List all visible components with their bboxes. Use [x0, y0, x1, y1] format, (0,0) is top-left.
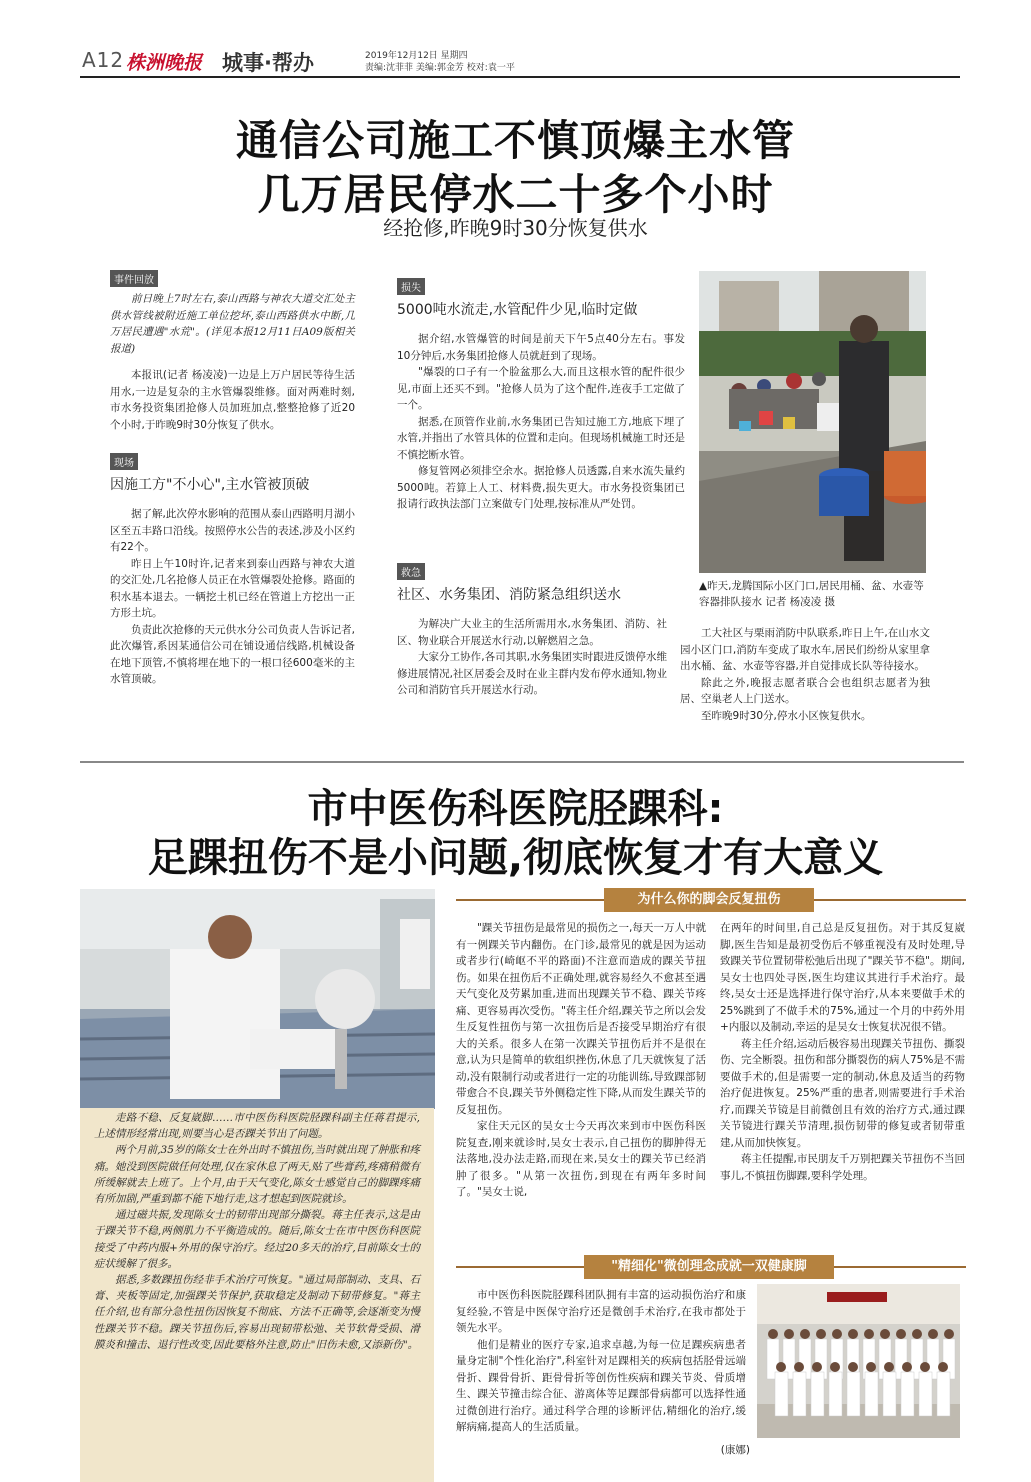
sidebar-paragraph: 走路不稳、反复崴脚……市中医伤科医院胫踝科副主任蒋君提示,上述情形经常出现,则要当心是否踝关节出了问题。 — [94, 1112, 420, 1141]
column-paragraph: 家住天元区的吴女士今天再次来到市中医伤科医院复查,刚来就诊时,吴女士表示,自己扭伤的脚肿得无法落地,没办法走路,而现在来,吴女士的踝关节已经消肿了很多。"从第一次扭伤,到现在有两年多时间了。"吴女士说, — [456, 1120, 706, 1198]
doctor-examination-photo — [80, 889, 435, 1109]
relief-text-left — [397, 616, 667, 699]
loss-paragraph: "爆裂的口子有一个脸盆那么大,而且这根水管的配件很少见,市面上还买不到。"抢修人员为了这个配件,连夜手工定做了一个。 — [397, 366, 685, 411]
sidebar-paragraph: 两个月前,35岁的陈女士在外出时不慎扭伤,当时就出现了肿胀和疼痛。她没到医院做任何处理,仅在家休息了两天,贴了些膏药,疼痛稍微有所缓解就去上班了。上个月,由于天气变化,陈女士感觉自己的脚踝疼痛有所加剧,严重到都不能下地行走,这才想起到医院就诊。 — [94, 1144, 420, 1206]
scene-paragraph: 昨日上午10时许,记者来到泰山西路与神农大道的交汇处,几名抢修人员正在水管爆裂处抢修。路面的积水基本退去。一辆挖土机已经在管道上方挖出一正方形土坑。 — [110, 557, 355, 619]
sidebar-paragraph: 据悉,多数踝扭伤经非手术治疗可恢复。"通过局部制动、支具、石膏、夹板等固定,加强踝关节保护,获取稳定及制动下韧带修复。"蒋主任介绍,也有部分急性扭伤因恢复不彻底、方法不正确等,会逐渐变为慢性踝关节不稳。踝关节扭伤后,容易出现韧带松弛、关节软骨受损、滑膜炎和撞击、退行性改变,因此要格外注意,防止"旧伤未愈,又添新伤"。 — [94, 1274, 420, 1351]
scene-paragraph: 据了解,此次停水影响的范围从泰山西路明月湖小区至五丰路口沿线。按照停水公告的表述,涉及小区约有22个。 — [110, 508, 355, 553]
article1-left-column — [110, 268, 355, 688]
section-title: 城事·帮办 — [222, 51, 314, 75]
editor-credits: 责编:沈菲菲 美编:郭金芳 校对:袁一平 — [365, 63, 515, 73]
column-paragraph: 在两年的时间里,自己总是反复扭伤。对于其反复崴脚,医生告知是最初受伤后不够重视没有及时处理,导致踝关节位置韧带松弛后出现了"踝关节不稳"。期间,吴女士也四处寻医,医生均建议其进行手术治疗。最终,吴女士还是选择进行保守治疗,从本来要做手术的25%跳到了不做手术的75%,通过一个月的中药外用+内服以及制动,幸运的是吴女士恢复状况很不错。 — [720, 922, 965, 1033]
column-paragraph: "踝关节扭伤是最常见的损伤之一,每天一万人中就有一例踝关节内翻伤。在门诊,最常见的就是因为运动或者步行(崎岖不平的路面)不注意而造成的踝关节扭伤。如果在扭伤后不正确处理,就容易经久不愈甚至遇天气变化及劳累加重,进而出现踝关节不稳、踝关节疼痛、更容易再次受伤。"蒋主任介绍,踝关节之所以会发生反复性扭伤与第一次扭伤后是否接受早期治疗有很大的关系。很多人在第一次踝关节扭伤后并不是很在意,认为只是简单的软组织挫伤,休息了几天就恢复了活动,没有限制行动或者进行一定的功能训练,导致踝部韧带愈合不良,踝关节外侧稳定性下降,从而发生踝关节的反复扭伤。 — [456, 922, 706, 1116]
water-queue-photo — [699, 271, 926, 573]
section-banner-why — [456, 888, 966, 912]
loss-paragraph: 修复管网必须排空余水。据抢修人员透露,自来水流失量约5000吨。若算上人工、材料费,损失更大。市水务投资集团已报请行政执法部门立案做专门处理,按标准从严处罚。 — [397, 465, 685, 510]
sidebar-text — [94, 1110, 420, 1353]
issue-date: 2019年12月12日 星期四 — [365, 51, 468, 61]
relief-text-right — [680, 625, 930, 724]
masthead-rule — [80, 76, 960, 78]
banner-label: 为什么你的脚会反复扭伤 — [604, 888, 814, 912]
newspaper-logo: 株洲晚报 — [126, 52, 203, 74]
article-divider — [80, 761, 964, 763]
loss-paragraph: 据介绍,水管爆管的时间是前天下午5点40分左右。事发10分钟后,水务集团抢修人员就赶到了现场。 — [397, 333, 685, 362]
scene-text — [110, 506, 355, 688]
loss-tag: 损失 — [397, 278, 425, 295]
relief-paragraph: 至昨晚9时30分,停水小区恢复供水。 — [701, 709, 872, 722]
scene-subhead: 因施工方"不小心",主水管被顶破 — [110, 477, 310, 493]
team-group-photo — [757, 1284, 960, 1438]
relief-subhead: 社区、水务集团、消防紧急组织送水 — [397, 587, 621, 603]
article1-middle-column — [397, 276, 685, 513]
recap-tag: 事件回放 — [110, 270, 158, 287]
relief-section — [397, 561, 667, 699]
article2-headline-line2: 足踝扭伤不是小问题,彻底恢复才有大意义 — [147, 835, 884, 881]
loss-paragraph: 据悉,在顶管作业前,水务集团已告知过施工方,地底下埋了水管,并指出了水管具体的位置和走向。但现场机械施工时还是不慎挖断水管。 — [397, 415, 685, 461]
column-paragraph: 蒋主任介绍,运动后极容易出现踝关节扭伤、撕裂伤、完全断裂。扭伤和部分撕裂伤的病人75%是不需要做手术的,但是需要一定的制动,休息及适当的药物治疗促进恢复。25%严重的患者,则需要进行手术治疗,而踝关节镜是目前微创且有效的治疗方式,通过踝关节镜进行踝关节清理,损伤韧带的修复或者韧带重建,从而加快恢复。 — [720, 1037, 965, 1149]
loss-subhead: 5000吨水流走,水管配件少见,临时定做 — [397, 302, 638, 318]
relief-paragraph: 大家分工协作,各司其职,水务集团实时跟进反馈停水维修进展情况,社区居委会及时在业主群内发布停水通知,物业公司和消防官兵开展送水行动。 — [397, 651, 667, 696]
article1-headline-line1: 通信公司施工不慎顶爆主水管 — [235, 116, 795, 165]
column-paragraph: 他们是精业的医疗专家,追求卓越,为每一位足踝疾病患者量身定制"个性化治疗",科室针对足踝相关的疾病包括胫骨远端骨折、踝骨骨折、距骨骨折等创伤性疾病和踝关节炎、骨质增生、踝关节撞击综合征、游离体等足踝部骨病都可以选择性通过微创进行治疗。通过科学合理的诊断评估,精细化的治疗,缓解病痛,提高人的生活质量。 — [456, 1338, 746, 1433]
relief-tag: 救急 — [397, 563, 425, 580]
column-paragraph: 蒋主任提醒,市民朋友千万别把踝关节扭伤不当回事儿,不慎扭伤脚踝,要科学处理。 — [720, 1153, 965, 1182]
column-paragraph: 市中医伤科医院胫踝科团队拥有丰富的运动损伤治疗和康复经验,不管是中医保守治疗还是微创手术治疗,在我市都处于领先水平。 — [456, 1289, 746, 1334]
article2-headline-line1: 市中医伤科医院胫踝科: — [307, 786, 724, 832]
relief-paragraph: 为解决广大业主的生活所需用水,水务集团、消防、社区、物业联合开展送水行动,以解燃眉之急。 — [397, 618, 667, 647]
section-banner-minimally-invasive — [456, 1255, 966, 1279]
article1-subtitle: 经抢修,昨晚9时30分恢复供水 — [383, 216, 648, 240]
relief-paragraph: 工大社区与栗雨消防中队联系,昨日上午,在山水文园小区门口,消防车变成了取水车,居民们纷纷从家里拿出水桶、盆、水壶等容器,并自觉排成长队等待接水。 — [680, 627, 930, 672]
article2-column2 — [720, 920, 965, 1184]
loss-text — [397, 331, 685, 513]
scene-tag: 现场 — [110, 453, 138, 470]
page-number: A12 — [82, 48, 125, 72]
photo1-caption: ▲昨天,龙腾国际小区门口,居民用桶、盆、水壶等容器排队接水 记者 杨凌凌 摄 — [699, 580, 924, 608]
recap-text: 前日晚上7时左右,泰山西路与神农大道交汇处主供水管线被附近施工单位挖坏,泰山西路供水中断,几万居民遭遇"水荒"。(详见本报12月11日A09版相关报道) — [110, 293, 355, 355]
article2-byline: (康娜) — [720, 1444, 750, 1456]
intro-text — [110, 367, 355, 433]
article2-column3 — [456, 1287, 746, 1436]
article2-column1 — [456, 920, 706, 1201]
scene-paragraph: 负责此次抢修的天元供水分公司负责人告诉记者,此次爆管,系因某通信公司在铺设通信线路,机械设备在地下顶管,不慎将埋在地下的一根口径600毫米的主水管顶破。 — [110, 623, 355, 685]
banner-label: "精细化"微创理念成就一双健康脚 — [584, 1255, 834, 1279]
article1-headline-line2: 几万居民停水二十多个小时 — [257, 170, 774, 219]
case-sidebar — [80, 1108, 434, 1482]
relief-paragraph: 除此之外,晚报志愿者联合会也组织志愿者为独居、空巢老人上门送水。 — [680, 676, 930, 705]
intro-paragraph: 本报讯(记者 杨凌凌)一边是上万户居民等待生活用水,一边是复杂的主水管爆裂维修。面对两难时刻,市水务投资集团抢修人员加班加点,整整抢修了近20个小时,于昨晚9时30分恢复了供水。 — [110, 369, 355, 431]
sidebar-paragraph: 通过磁共振,发现陈女士的韧带出现部分撕裂。蒋主任表示,这是由于踝关节不稳,两侧肌力不平衡造成的。随后,陈女士在市中医伤科医院接受了中药内服+外用的保守治疗。经过20多天的治疗,目前陈女士的症状缓解了很多。 — [94, 1209, 420, 1270]
